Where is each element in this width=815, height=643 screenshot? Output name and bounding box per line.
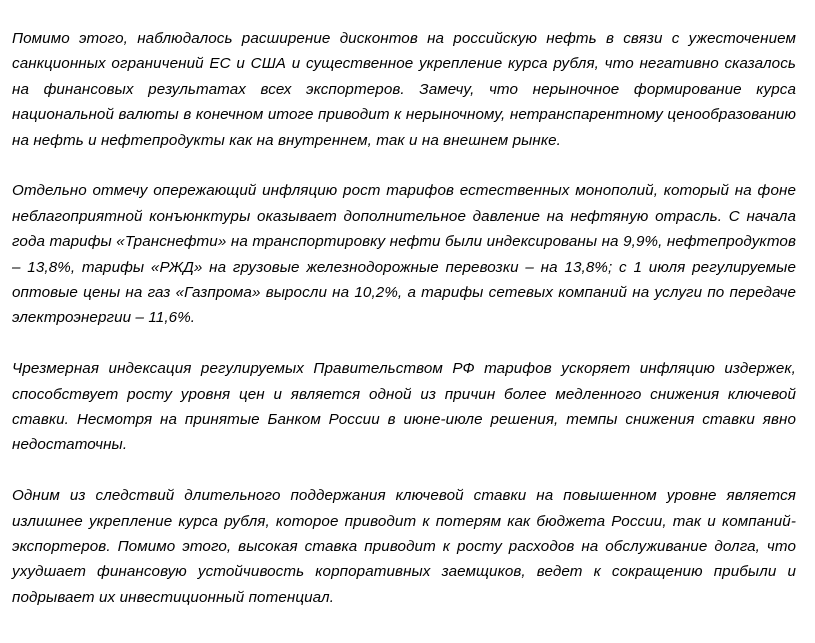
paragraph-key-rate-consequences: Одним из следствий длительного поддержания ключевой ставки на повышенном уровне является излишнее укрепление курса рубля, которое приводит к потерям как бюджета России, так и компаний-экспортеров. Помимо этого, высокая ставка приводит к росту расходов на обслуживание долга, что ухудшает финансовую устойчивость корпоративных заемщиков, ведет к сокращению прибыли и подрывает их инвестиционный потенциал.	[12, 487, 796, 606]
document-body	[12, 26, 796, 636]
paragraph-monopoly-tariffs: Отдельно отмечу опережающий инфляцию рост тарифов естественных монополий, который на фоне неблагоприятной конъюнктуры оказывает дополнительное давление на нефтяную отрасль. С начала года тарифы «Транснефти» на транспортировку нефти были индексированы на 9,9%, нефтепродуктов – 13,8%, тарифы «РЖД» на грузовые железнодорожные перевозки – на 13,8%; с 1 июля регулируемые оптовые цены на газ «Газпрома» выросли на 10,2%, а тарифы сетевых компаний на услуги по передаче электроэнергии – 11,6%.	[12, 182, 796, 327]
paragraph-tariff-indexation: Чрезмерная индексация регулируемых Правительством РФ тарифов ускоряет инфляцию издержек, способствует росту уровня цен и является одной из причин более медленного снижения ключевой ставки. Несмотря на принятые Банком России в июне-июле решения, темпы снижения ставки явно недостаточны.	[12, 360, 796, 454]
paragraph-discounts-and-ruble: Помимо этого, наблюдалось расширение дисконтов на российскую нефть в связи с ужесточением санкционных ограничений ЕС и США и существенное укрепление курса рубля, что негативно сказалось на финансовых результатах всех экспортеров. Замечу, что нерыночное формирование курса национальной валюты в конечном итоге приводит к нерыночному, нетранспарентному ценообразованию на нефть и нефтепродукты как на внутреннем, так и на внешнем рынке.	[12, 30, 796, 149]
